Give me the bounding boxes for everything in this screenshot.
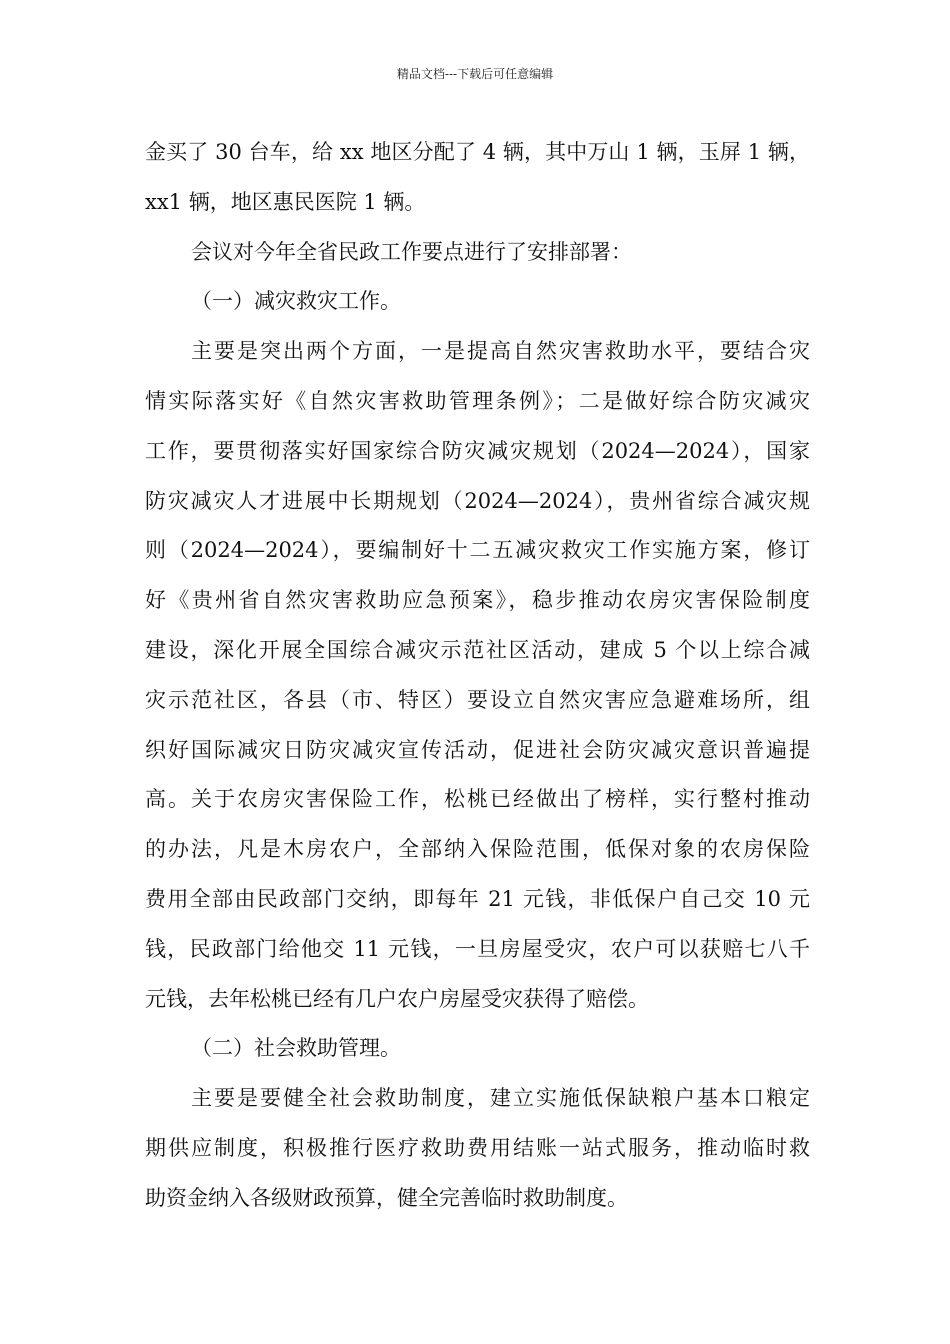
text-line: xx1 辆，地区惠民医院 1 辆。 xyxy=(145,189,426,214)
text-line: 好《贵州省自然灾害救助应急预案》，稳步推动农房灾害保险制度 xyxy=(145,588,810,613)
text-line: 元钱，去年松桃已经有几户农户房屋受灾获得了赔偿。 xyxy=(145,986,649,1011)
text-line: 建设，深化开展全国综合减灾示范社区活动，建成 5 个以上综合减 xyxy=(145,637,810,662)
text-line: 会议对今年全省民政工作要点进行了安排部署： xyxy=(191,239,632,264)
text-line: 助资金纳入各级财政预算，健全完善临时救助制度。 xyxy=(145,1185,628,1210)
text-line: 防灾减灾人才进展中长期规划（2024—2024），贵州省综合减灾规 xyxy=(145,488,810,513)
text-line: 主要是要健全社会救助制度，建立实施低保缺粮户基本口粮定 xyxy=(191,1086,810,1111)
text-line: 期供应制度，积极推行医疗救助费用结账一站式服务，推动临时救 xyxy=(145,1135,810,1160)
text-line: 费用全部由民政部门交纳，即每年 21 元钱，非低保户自己交 10 元 xyxy=(145,886,810,911)
text-line: 钱，民政部门给他交 11 元钱，一旦房屋受灾，农户可以获赔七八千 xyxy=(145,936,810,961)
text-line: 灾示范社区，各县（市、特区）要设立自然灾害应急避难场所，组 xyxy=(145,687,810,712)
page-header: 精品文档---下载后可任意编辑 xyxy=(396,67,554,81)
section-heading: （二）社会救助管理。 xyxy=(191,1036,401,1061)
text-line: 则（2024—2024），要编制好十二五减灾救灾工作实施方案，修订 xyxy=(145,538,810,563)
text-line: 金买了 30 台车，给 xx 地区分配了 4 辆，其中万山 1 辆，玉屏 1 辆， xyxy=(145,140,810,164)
text-line: 高。关于农房灾害保险工作，松桃已经做出了榜样，实行整村推动 xyxy=(145,787,810,812)
text-line: 工作，要贯彻落实好国家综合防灾减灾规划（2024—2024），国家 xyxy=(145,438,810,463)
section-heading: （一）减灾救灾工作。 xyxy=(191,289,401,314)
text-line: 的办法，凡是木房农户，全部纳入保险范围，低保对象的农房保险 xyxy=(145,837,810,862)
text-line: 情实际落实好《自然灾害救助管理条例》；二是做好综合防灾减灾 xyxy=(145,388,810,413)
text-line: 织好国际减灾日防灾减灾宣传活动，促进社会防灾减灾意识普遍提 xyxy=(145,737,810,762)
text-line: 主要是突出两个方面，一是提高自然灾害救助水平，要结合灾 xyxy=(191,339,810,364)
document-body xyxy=(145,128,810,1224)
